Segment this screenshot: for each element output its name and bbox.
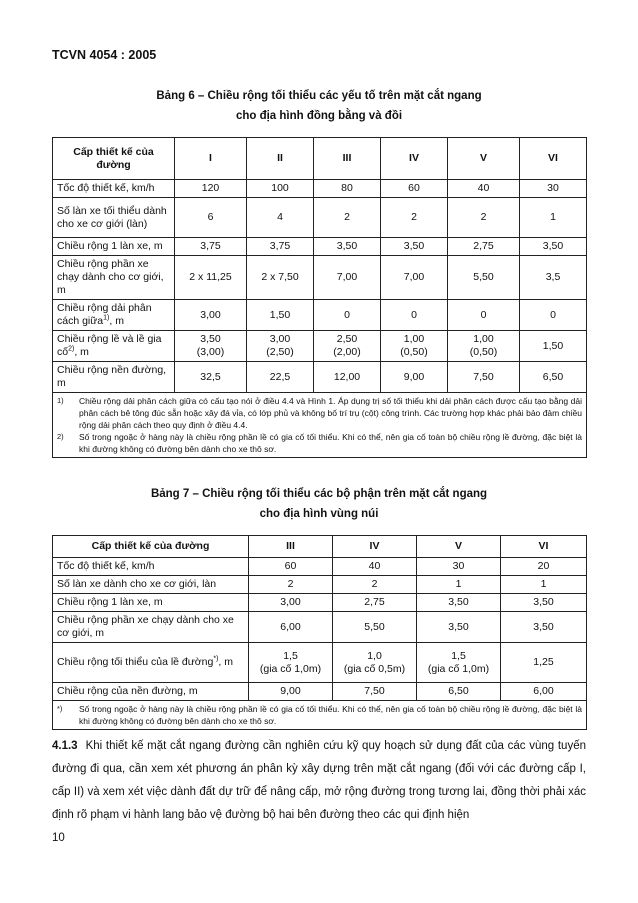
cell-subvalue: (2,50) (266, 346, 294, 358)
clause-paragraph (52, 735, 586, 827)
table6-caption-line2: cho địa hình đồng bằng và đồi (235, 110, 403, 122)
table-cell (247, 198, 314, 238)
cell-value: 6,00 (280, 620, 301, 633)
table-row (53, 331, 587, 362)
footnote (57, 395, 582, 431)
cell-value: 2,75 (364, 596, 385, 608)
cell-value: 6,50 (542, 370, 564, 383)
cell-value: 100 (271, 182, 289, 194)
table-row (53, 576, 587, 594)
table-cell (175, 256, 247, 300)
table6-header-label: Cấp thiết kế của đường (53, 138, 175, 180)
footnote-text: Số trong ngoặc ở hàng này là chiều rộng phần lề có gia cố tối thiểu. Khi có thể, nên gia cố toàn bộ chiều rộng lề đường, đặc biệt là khi đường không có đường bên dành cho xe thô sơ. (79, 432, 582, 454)
footnote-ref: *) (213, 655, 219, 663)
cell-value: 60 (284, 560, 297, 572)
table-cell (333, 594, 417, 612)
cell-value: 120 (201, 182, 220, 194)
row-label-text: Chiều rộng dải phân cách giữa (57, 302, 152, 327)
cell-value: 7,50 (364, 685, 385, 697)
table-cell (314, 238, 381, 256)
cell-value: 20 (537, 560, 550, 572)
cell-value: 2 x 11,25 (189, 271, 232, 283)
row-label-text: Chiều rộng 1 làn xe, m (57, 240, 163, 252)
table-cell (175, 300, 247, 331)
cell-value: 1,25 (533, 656, 554, 668)
row-label (53, 198, 175, 238)
row-label (53, 612, 249, 643)
row-label (53, 594, 249, 612)
table7-caption-line1: Bảng 7 – Chiều rộng tối thiểu các bộ phận trên mặt cắt ngang (150, 488, 488, 500)
row-label-text: Tốc độ thiết kế, km/h (57, 560, 155, 572)
cell-value: 0 (550, 308, 556, 321)
row-label-text: Số làn xe dành cho xe cơ giới, làn (57, 578, 217, 590)
cell-subvalue: (gia cố 0,5m) (343, 662, 406, 675)
row-label-text: Chiều rộng của nền đường, m (57, 685, 198, 697)
table-row (53, 238, 587, 256)
cell-value: 2 (287, 578, 294, 590)
table7-notes-row (53, 701, 587, 730)
table-cell (381, 198, 448, 238)
row-label (53, 558, 249, 576)
cell-subvalue: (gia cố 1,0m) (427, 662, 490, 675)
table6-notes (53, 393, 587, 458)
table6-level: I (175, 138, 247, 180)
cell-value: 1 (455, 578, 462, 590)
table6-level: III (314, 138, 381, 180)
cell-subvalue: (0,50) (400, 346, 428, 358)
table-cell (333, 683, 417, 701)
footnote-text: Chiều rộng dải phân cách giữa có cấu tạo nói ở điều 4.4 và Hình 1. Áp dụng trị số tối thiểu khi dải phân cách được cấu tạo bằng dải phân cách bê tông đúc sẵn hoặc xây đá vỉa, có lớp phủ và không bố trí trụ (cột) công trình. Các trường hợp khác phải bảo đảm chiều rộng dải phân cách theo quy định ở điều 4.4. (79, 396, 582, 430)
cell-value: 3,00 (200, 308, 221, 321)
cell-value: 3,50 (336, 240, 358, 252)
cell-value: 3,50 (448, 620, 469, 633)
row-label-text: Số làn xe tối thiểu dành cho xe cơ giới (làn) (57, 204, 167, 230)
table-cell (381, 300, 448, 331)
table-cell (501, 594, 587, 612)
table-cell (175, 362, 247, 393)
cell-subvalue: (3,00) (196, 346, 225, 358)
row-label-text: Chiều rộng tối thiểu của lề đường (57, 656, 214, 668)
footnote (57, 703, 582, 727)
table-cell (501, 612, 587, 643)
cell-value: 9,00 (403, 370, 425, 383)
cell-value: 3,75 (200, 240, 221, 252)
cell-value: 30 (452, 560, 465, 572)
table7 (52, 535, 587, 730)
cell-value: 5,50 (473, 271, 494, 283)
cell-value: 2 (371, 578, 378, 590)
table7-level: V (417, 536, 501, 558)
table-cell (247, 362, 314, 393)
table-row (53, 612, 587, 643)
table6-caption (0, 86, 638, 126)
cell-value: 2,75 (473, 240, 494, 252)
cell-subvalue: (gia cố 1,0m) (259, 662, 322, 675)
table-cell (417, 594, 501, 612)
table-cell (417, 683, 501, 701)
table-cell (247, 180, 314, 198)
footnote-ref: 1) (103, 314, 110, 322)
cell-value: 2 (480, 211, 487, 223)
cell-value: 40 (368, 560, 381, 572)
cell-value: 1,00 (403, 333, 425, 345)
footnote-text: Số trong ngoặc ở hàng này là chiều rộng phần lề có gia cố tối thiểu. Khi có thể, nên gia cố toàn bộ chiều rộng lề đường, đặc biệt là khi đường không có đường bên dành cho xe thô sơ. (79, 704, 582, 726)
table-cell (381, 362, 448, 393)
row-label (53, 362, 175, 393)
table-cell (501, 558, 587, 576)
table-cell (501, 683, 587, 701)
cell-value: 1 (540, 578, 547, 590)
table7-caption-line2: cho địa hình vùng núi (259, 508, 379, 520)
table-cell (249, 558, 333, 576)
clause-text: Khi thiết kế mặt cắt ngang đường cần nghiên cứu kỹ quy hoạch sử dụng đất của các vùng tuyến đường đi qua, cần xem xét phương án phân kỳ xây dựng trên mặt cắt ngang (đối với các đường cấp I, cấp II) và xem xét việc dành đất dự trữ để nâng cấp, mở rộng đường trong tương lai, đồng thời phải xác định rõ phạm vi hành lang bảo vệ đường bộ hai bên đường theo các qui định hiện (52, 740, 586, 821)
table-cell (333, 576, 417, 594)
table-cell (247, 256, 314, 300)
table-cell (249, 594, 333, 612)
cell-value: 3,50 (542, 240, 564, 252)
table-cell (249, 643, 333, 683)
row-label-tail: , m (74, 346, 89, 358)
cell-value: 5,50 (364, 620, 385, 633)
footnote-mark: *) (57, 704, 63, 713)
cell-value: 0 (411, 308, 417, 321)
table-cell (314, 256, 381, 300)
row-label-text: Tốc độ thiết kế, km/h (57, 182, 155, 194)
table-cell (333, 558, 417, 576)
cell-value: 2 (411, 211, 417, 223)
table-row (53, 256, 587, 300)
table-row (53, 362, 587, 393)
row-label-text: Chiều rộng lề và lề gia cố (57, 333, 162, 358)
table-cell (417, 643, 501, 683)
table-cell (448, 331, 520, 362)
table-cell (381, 256, 448, 300)
cell-value: 0 (344, 308, 350, 321)
table-cell (520, 256, 587, 300)
cell-value: 3,50 (448, 596, 469, 608)
table-row (53, 198, 587, 238)
row-label-text: Chiều rộng 1 làn xe, m (57, 596, 163, 608)
cell-value: 3,5 (545, 271, 561, 283)
row-label (53, 331, 175, 362)
footnote-mark: 2) (57, 432, 64, 441)
cell-value: 7,00 (336, 271, 358, 283)
row-label (53, 643, 249, 683)
cell-value: 1,0 (367, 649, 382, 662)
table-cell (520, 331, 587, 362)
row-label (53, 683, 249, 701)
table-row (53, 558, 587, 576)
cell-value: 4 (277, 211, 283, 223)
table7-level: III (249, 536, 333, 558)
row-label (53, 256, 175, 300)
table7-header-row (53, 536, 587, 558)
table6 (52, 137, 587, 458)
table-cell (417, 576, 501, 594)
table6-caption-line1: Bảng 6 – Chiều rộng tối thiểu các yếu tố trên mặt cắt ngang (156, 90, 482, 102)
table-cell (520, 300, 587, 331)
table-cell (249, 576, 333, 594)
table-cell (520, 362, 587, 393)
row-label-tail: , m (218, 656, 234, 668)
cell-value: 1,5 (283, 649, 298, 662)
table-cell (333, 643, 417, 683)
table-row (53, 643, 587, 683)
table-row (53, 300, 587, 331)
cell-value: 1,50 (269, 308, 291, 321)
table-cell (314, 180, 381, 198)
table-cell (520, 238, 587, 256)
table7-header-label: Cấp thiết kế của đường (53, 536, 249, 558)
cell-value: 3,00 (269, 333, 291, 345)
table-cell (175, 238, 247, 256)
table-row (53, 180, 587, 198)
table-cell (314, 198, 381, 238)
cell-value: 1,50 (542, 339, 564, 352)
footnote-ref: 2) (68, 345, 75, 353)
table-cell (448, 300, 520, 331)
table7-level: VI (501, 536, 587, 558)
row-label-text: Chiều rộng phần xe chạy dành cho cơ giới, m (57, 258, 164, 296)
table-cell (448, 238, 520, 256)
table-cell (520, 198, 587, 238)
table-cell (448, 198, 520, 238)
cell-value: 7,00 (403, 271, 425, 283)
row-label-text: Chiều rộng phần xe chạy dành cho xe cơ giới, m (57, 614, 234, 639)
cell-value: 3,50 (403, 240, 425, 252)
table-cell (247, 238, 314, 256)
cell-value: 60 (408, 182, 420, 194)
table-cell (247, 331, 314, 362)
table-cell (175, 331, 247, 362)
cell-value: 6 (207, 211, 214, 223)
cell-value: 6,50 (448, 685, 469, 697)
cell-value: 1,5 (451, 649, 466, 662)
table-cell (314, 331, 381, 362)
table6-notes-row (53, 393, 587, 458)
table-cell (381, 331, 448, 362)
cell-value: 0 (480, 308, 487, 321)
table-cell (448, 180, 520, 198)
row-label (53, 180, 175, 198)
cell-value: 3,50 (533, 596, 554, 608)
cell-value: 3,50 (533, 620, 554, 633)
table-cell (314, 300, 381, 331)
cell-value: 2 (344, 211, 350, 223)
table-row (53, 683, 587, 701)
table-cell (417, 612, 501, 643)
cell-value: 2 x 7,50 (261, 271, 299, 283)
cell-value: 22,5 (269, 370, 291, 383)
cell-value: 3,75 (269, 240, 291, 252)
cell-value: 3,00 (280, 596, 301, 608)
cell-value: 30 (547, 182, 559, 194)
cell-value: 32,5 (200, 370, 221, 383)
cell-value: 80 (341, 182, 353, 194)
table-cell (175, 180, 247, 198)
cell-value: 7,50 (473, 370, 494, 383)
table7-level: IV (333, 536, 417, 558)
table-cell (501, 643, 587, 683)
table7-notes (53, 701, 587, 730)
row-label (53, 238, 175, 256)
footnote-mark: 1) (57, 396, 64, 405)
table6-level: IV (381, 138, 448, 180)
footnote (57, 431, 582, 455)
row-label-text: Chiều rộng nền đường, m (57, 364, 167, 389)
row-label-tail: , m (109, 315, 124, 327)
table-cell (249, 683, 333, 701)
cell-value: 6,00 (533, 685, 554, 697)
table-cell (247, 300, 314, 331)
table7-caption (0, 484, 638, 524)
table-cell (333, 612, 417, 643)
table-cell (448, 362, 520, 393)
cell-value: 9,00 (280, 685, 301, 697)
cell-value: 2,50 (336, 333, 358, 345)
cell-subvalue: (2,00) (333, 346, 361, 358)
standard-header: TCVN 4054 : 2005 (52, 48, 157, 62)
cell-value: 1 (550, 211, 556, 223)
row-label (53, 576, 249, 594)
table-cell (314, 362, 381, 393)
table6-header-row (53, 138, 587, 180)
table-cell (381, 238, 448, 256)
table-cell (417, 558, 501, 576)
table-row (53, 594, 587, 612)
table-cell (520, 180, 587, 198)
page-number: 10 (52, 832, 65, 844)
clause-number: 4.1.3 (52, 740, 78, 752)
cell-value: 12,00 (333, 370, 361, 383)
table6-level: II (247, 138, 314, 180)
cell-value: 1,00 (473, 333, 494, 345)
cell-value: 3,50 (200, 333, 221, 345)
table-cell (249, 612, 333, 643)
table-cell (448, 256, 520, 300)
table6-level: VI (520, 138, 587, 180)
table-cell (175, 198, 247, 238)
table6-level: V (448, 138, 520, 180)
cell-subvalue: (0,50) (469, 346, 498, 358)
table-cell (501, 576, 587, 594)
cell-value: 40 (477, 182, 490, 194)
row-label (53, 300, 175, 331)
table-cell (381, 180, 448, 198)
